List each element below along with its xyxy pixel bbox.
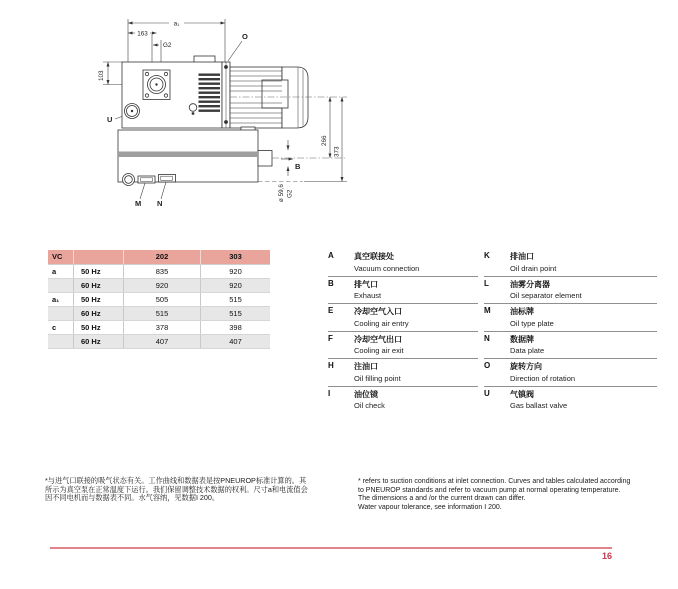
legend-key: M xyxy=(484,306,491,315)
value-303-cell: 920 xyxy=(200,265,270,278)
hz-cell: 60 Hz xyxy=(73,335,123,348)
legend-key: K xyxy=(484,251,490,260)
data-plate-label-n: N xyxy=(157,199,163,208)
dim-cell: c xyxy=(52,323,57,332)
dim-266-label: 266 xyxy=(321,135,328,146)
table-row xyxy=(48,265,270,279)
legend-item-h xyxy=(328,358,478,386)
legend-item-n xyxy=(484,331,657,359)
hz-cell: 60 Hz xyxy=(73,307,123,320)
value-303-cell: 398 xyxy=(200,321,270,334)
footnote-line: Water vapour tolerance, see information I 200. xyxy=(358,503,502,511)
table-header-row xyxy=(48,250,270,265)
table-row xyxy=(48,335,270,349)
hz-cell: 50 Hz xyxy=(73,293,123,306)
legend-item-f xyxy=(328,331,478,359)
footnote-line: * refers to suction conditions at inlet connection. Curves and tables calculated according xyxy=(358,478,631,485)
legend-key: O xyxy=(484,361,491,370)
footer-divider-line xyxy=(50,547,612,549)
legend-key: U xyxy=(484,388,490,398)
footnote-line: 所示为真空泵在正常温度下运行。我们保留调整技术数据的权利。尺寸a和电流值会 xyxy=(45,484,308,494)
table-row xyxy=(48,279,270,293)
value-202-cell: 407 xyxy=(123,335,200,348)
legend-en: Cooling air entry xyxy=(354,318,409,328)
value-202-cell: 920 xyxy=(123,279,200,292)
legend-zh: 排油口 xyxy=(510,252,534,261)
table-header-vc: VC xyxy=(52,252,63,261)
legend-zh: 冷却空气出口 xyxy=(354,334,402,344)
g2-bottom-label: G2 xyxy=(286,189,294,198)
value-202-cell: 835 xyxy=(123,265,200,278)
footnote-line: 因不同电机而与数据表不同。水气容纳，见数据I 200。 xyxy=(45,493,220,503)
cooling-fins xyxy=(199,74,221,112)
legend-en: Cooling air exit xyxy=(354,346,404,355)
legend-zh: 注油口 xyxy=(354,362,378,371)
dim-diameter-label: ø 59,6 xyxy=(278,184,285,202)
dim-cell xyxy=(48,279,73,292)
hz-cell: 50 Hz xyxy=(73,321,123,334)
legend-item-k xyxy=(484,249,657,276)
legend-zh: 油雾分离器 xyxy=(510,279,550,289)
dim-cell: a₁ xyxy=(52,295,60,304)
oil-plate-label-m: M xyxy=(135,199,142,208)
legend-key: B xyxy=(328,278,334,288)
value-303-cell: 515 xyxy=(200,307,270,320)
legend-en: Vacuum connection xyxy=(354,263,420,273)
legend-en: Oil check xyxy=(354,401,385,410)
legend-item-e xyxy=(328,303,478,331)
legend-zh: 排气口 xyxy=(354,279,378,289)
value-303-cell: 407 xyxy=(200,335,270,348)
legend-key: E xyxy=(328,306,334,315)
legend-item-i xyxy=(328,386,478,414)
legend-key: L xyxy=(484,278,489,288)
legend-zh: 油位镜 xyxy=(354,389,378,399)
dim-cell xyxy=(48,335,73,348)
legend-zh: 油标牌 xyxy=(510,307,534,316)
legend-item-m xyxy=(484,303,657,331)
footnote-english xyxy=(358,478,660,512)
legend-en: Oil type plate xyxy=(510,318,554,328)
g2-top-label: G2 xyxy=(163,42,172,49)
table-header-303: 303 xyxy=(200,250,270,264)
legend-zh: 真空联接处 xyxy=(354,252,394,261)
legend-zh: 旋转方向 xyxy=(510,362,542,371)
table-row xyxy=(48,307,270,321)
table-row xyxy=(48,293,270,307)
dim-cell: a xyxy=(52,267,57,276)
legend-en: Direction of rotation xyxy=(510,373,576,383)
pump-technical-drawing xyxy=(95,10,350,220)
legend-en: Oil filling point xyxy=(354,373,401,383)
value-202-cell: 515 xyxy=(123,307,200,320)
legend-key: H xyxy=(328,361,334,370)
table-header-empty xyxy=(73,250,123,264)
value-202-cell: 505 xyxy=(123,293,200,306)
value-303-cell: 920 xyxy=(200,279,270,292)
dim-a1-label: a₁ xyxy=(173,20,180,28)
footnote-line: The dimensions a and /or the current drawn can differ. xyxy=(358,495,526,503)
legend-zh: 数据牌 xyxy=(510,334,534,344)
footnote-chinese xyxy=(45,477,349,503)
gas-ballast-label-u: U xyxy=(107,115,113,124)
dim-cell xyxy=(48,307,73,320)
legend-item-o xyxy=(484,358,657,386)
dim-103-label: 103 xyxy=(98,70,105,81)
legend-item-a xyxy=(328,249,478,276)
legend-zh: 气镇阀 xyxy=(510,389,534,399)
legend-key: F xyxy=(328,333,333,343)
value-202-cell: 378 xyxy=(123,321,200,334)
hz-cell: 60 Hz xyxy=(73,279,123,292)
legend-en: Oil drain point xyxy=(510,263,557,273)
dim-373-label: 373 xyxy=(333,146,341,157)
legend-key: I xyxy=(328,388,331,398)
base-stripe xyxy=(118,152,258,158)
page-number: 16 xyxy=(601,551,612,561)
legend-en: Oil separator element xyxy=(510,291,582,300)
legend-left-column xyxy=(328,249,478,413)
rotation-label-o: O xyxy=(242,32,248,41)
legend-item-u xyxy=(484,386,657,414)
value-303-cell: 515 xyxy=(200,293,270,306)
legend-right-column xyxy=(484,249,657,413)
legend-item-l xyxy=(484,276,657,304)
legend-zh: 冷却空气入口 xyxy=(354,307,402,316)
legend-key: N xyxy=(484,333,490,343)
hz-cell: 50 Hz xyxy=(73,265,123,278)
exhaust-label-b: B xyxy=(295,162,301,171)
legend-item-b xyxy=(328,276,478,304)
footnote-line: *与进气口联接的吸气状态有关。工作曲线和数据表是按PNEUROP标准计算的。其 xyxy=(45,476,307,485)
legend-en: Data plate xyxy=(510,346,545,355)
table-row xyxy=(48,321,270,335)
legend-en: Gas ballast valve xyxy=(510,401,568,410)
footnote-line: to PNEUROP standards and refer to vacuum pump at normal operating temperature. xyxy=(358,486,621,494)
dimensions-table xyxy=(48,250,270,349)
legend-key: A xyxy=(328,251,334,260)
dim-163-label: 163 xyxy=(137,30,148,38)
table-header-202: 202 xyxy=(123,250,200,264)
legend-en: Exhaust xyxy=(354,291,382,300)
